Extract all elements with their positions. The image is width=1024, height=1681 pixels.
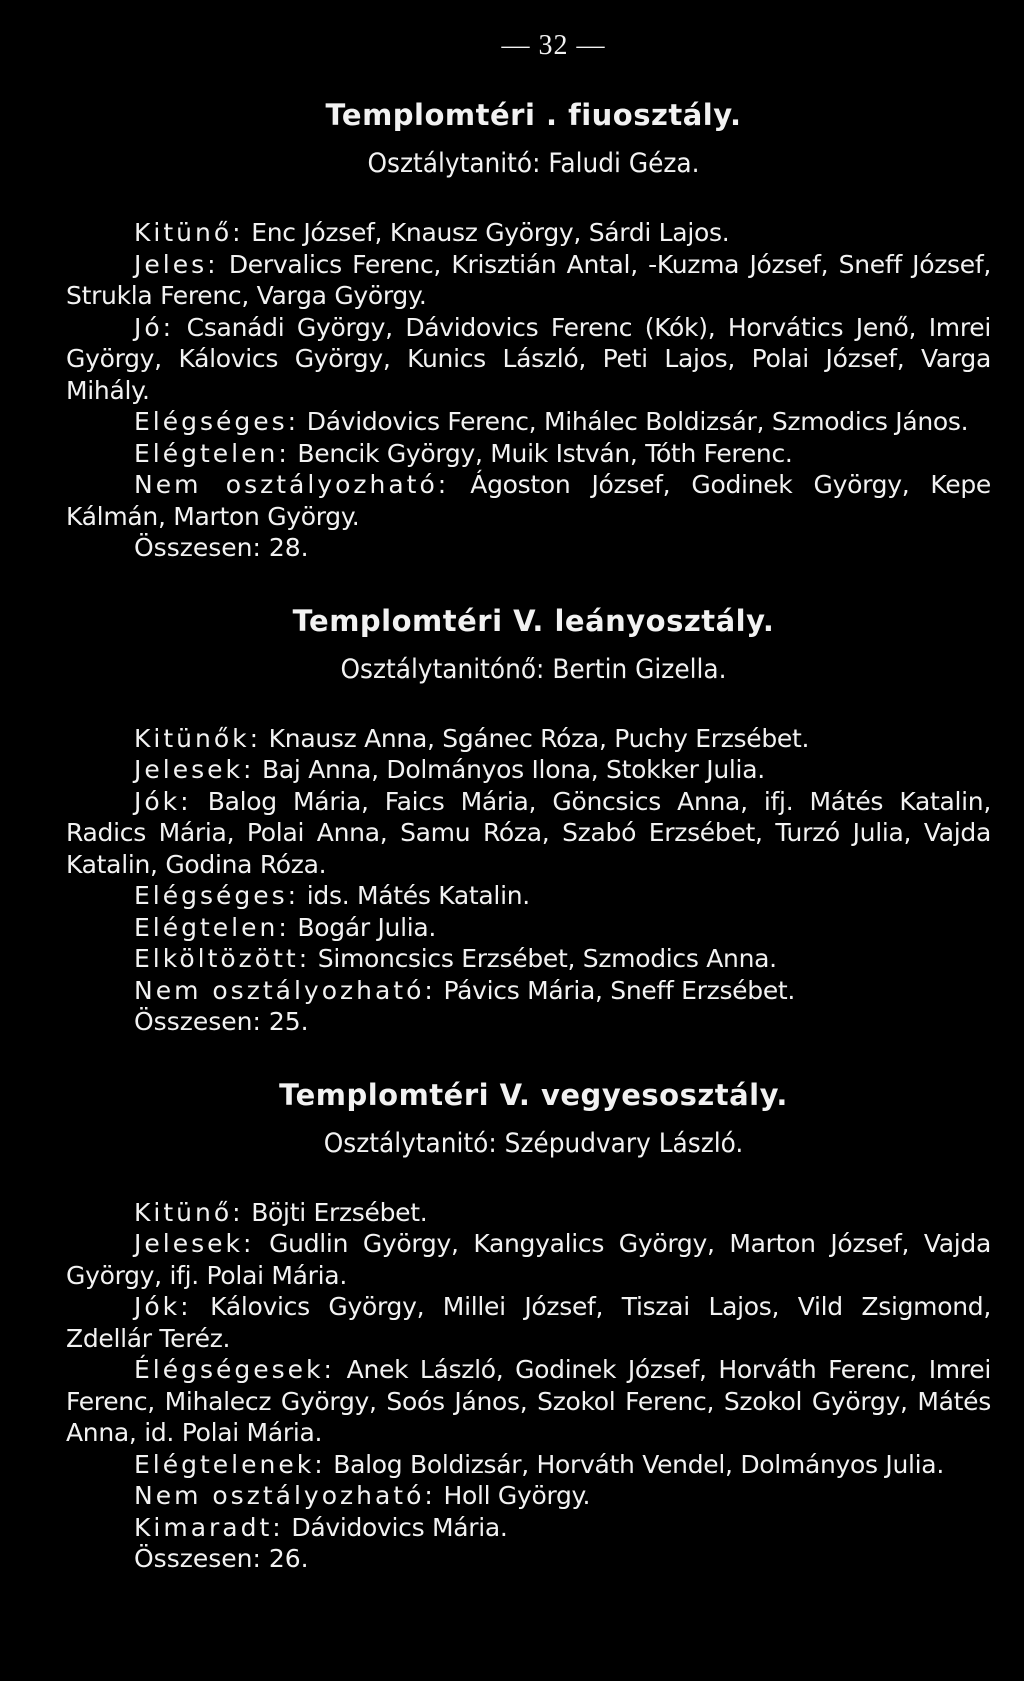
entry-text: Holl György. — [435, 1481, 591, 1510]
entry-text: Balog Mária, Faics Mária, Göncsics Anna, ifj. Mátés Katalin, Radics Mária, Polai Anna, Samu Róza, Szabó Erzsébet, Turzó Julia, Vajda Katalin, Godina Róza. — [66, 786, 991, 879]
entry-elegseges — [66, 880, 991, 912]
entry-text: Dervalics Ferenc, Krisztián Antal, -Kuzma József, Sneff József, Strukla Ferenc, Varga György. — [66, 249, 991, 310]
entry-elegtelen — [66, 438, 991, 470]
entry-text: Anek László, Godinek József, Horváth Ferenc, Imrei Ferenc, Mihalecz György, Soós János, Szokol Ferenc, Szokol György, Mátés Anna, id. Polai Mária. — [66, 1355, 991, 1447]
entry-jok — [66, 312, 991, 407]
entry-label: Kitünők: — [134, 723, 262, 753]
entry-label: Elégtelenek: — [134, 1449, 326, 1479]
entry-label: Jók: — [134, 786, 192, 816]
entry-text: Bencik György, Muik István, Tóth Ferenc. — [289, 438, 793, 468]
entry-text: Baj Anna, Dolmányos Ilona, Stokker Julia. — [254, 755, 765, 784]
entry-label: Kitünő: — [134, 1197, 244, 1227]
entry-elegtelen — [66, 912, 991, 944]
entry-elkoltozott — [66, 943, 991, 975]
entry-text: Pávics Mária, Sneff Erzsébet. — [435, 975, 796, 1005]
entry-nem-osztalyozhato — [66, 469, 991, 532]
entry-label: Nem osztályozható: — [134, 470, 450, 499]
entry-nem-osztalyozhato — [66, 975, 991, 1007]
entry-kimaradt — [66, 1512, 991, 1544]
entry-label: Kimaradt: — [134, 1512, 284, 1542]
entry-text: Dávidovics Mária. — [283, 1512, 508, 1542]
entry-label: Jó: — [134, 312, 175, 342]
entry-jelesek — [66, 249, 991, 312]
entry-text: Böjti Erzsébet. — [243, 1197, 428, 1227]
entry-elegtelenek — [66, 1449, 991, 1481]
section-total: Összesen: 28. — [134, 533, 309, 562]
entry-text: Enc József, Knausz György, Sárdi Lajos. — [243, 218, 730, 247]
teacher-line: Osztálytanitó: Faludi Géza. — [367, 148, 700, 179]
entry-label: Elköltözött: — [134, 944, 311, 973]
entry-elegseges — [66, 406, 991, 438]
entry-jok — [66, 1291, 991, 1354]
entry-kitunok — [66, 723, 991, 755]
entry-jelesek — [66, 1228, 991, 1291]
entry-text: Kálovics György, Millei József, Tiszai Lajos, Vild Zsigmond, Zdellár Teréz. — [66, 1292, 991, 1353]
entry-label: Elégséges: — [134, 407, 300, 436]
entry-nem-osztalyozhato — [66, 1480, 991, 1512]
entry-kitunok — [66, 1197, 991, 1229]
page-number: — 32 — — [501, 30, 606, 61]
entry-label: Elégtelen: — [134, 438, 290, 468]
entry-text: Dávidovics Ferenc, Mihálec Boldizsár, Szmodics János. — [299, 407, 969, 436]
entry-text: Ágoston József, Godinek György, Kepe Kálmán, Marton György. — [66, 470, 991, 531]
section-title: Templomtéri . fiuosztály. — [325, 98, 742, 132]
entry-jok — [66, 786, 991, 881]
entry-label: Elégséges: — [134, 881, 300, 910]
entry-kitunok — [66, 217, 991, 249]
document-page — [66, 30, 991, 1615]
entry-label: Jeles: — [134, 249, 219, 279]
teacher-line: Osztálytanitó: Szépudvary László. — [323, 1127, 744, 1159]
teacher-line: Osztálytanitónő: Bertin Gizella. — [340, 653, 727, 685]
entry-text: Knausz Anna, Sgánec Róza, Puchy Erzsébet. — [261, 723, 810, 753]
entry-jelesek — [66, 754, 991, 786]
entry-text: Csanádi György, Dávidovics Ferenc (Kók), Horvátics Jenő, Imrei György, Kálovics György, Kunics László, Peti Lajos, Polai József, Varga Mihály. — [66, 312, 991, 405]
section-leanyosztaly — [66, 604, 991, 1038]
section-total: Összesen: 26. — [134, 1544, 309, 1573]
entry-label: Nem osztályozható: — [134, 975, 436, 1005]
entry-label: Jelesek: — [134, 755, 255, 784]
section-fiuosztaly — [66, 98, 991, 564]
entry-text: Gudlin György, Kangyalics György, Marton József, Vajda György, ifj. Polai Mária. — [66, 1229, 991, 1290]
entry-label: Nem osztályozható: — [134, 1481, 436, 1510]
entry-text: ids. Mátés Katalin. — [299, 881, 530, 910]
entry-label: Élégségesek: — [134, 1355, 335, 1384]
entry-text: Balog Boldizsár, Horváth Vendel, Dolmányos Julia. — [325, 1449, 944, 1479]
entry-label: Jók: — [134, 1292, 192, 1321]
section-title: Templomtéri V. vegyesosztály. — [279, 1077, 788, 1112]
entry-label: Elégtelen: — [134, 912, 290, 942]
section-vegyesosztaly — [66, 1078, 991, 1575]
entry-label: Kitünő: — [134, 218, 244, 247]
entry-elegsegesek — [66, 1354, 991, 1449]
entry-label: Jelesek: — [134, 1229, 255, 1258]
section-total: Összesen: 25. — [134, 1007, 309, 1036]
entry-text: Bogár Julia. — [289, 912, 437, 942]
entry-text: Simoncsics Erzsébet, Szmodics Anna. — [310, 944, 777, 973]
section-title: Templomtéri V. leányosztály. — [292, 603, 775, 638]
